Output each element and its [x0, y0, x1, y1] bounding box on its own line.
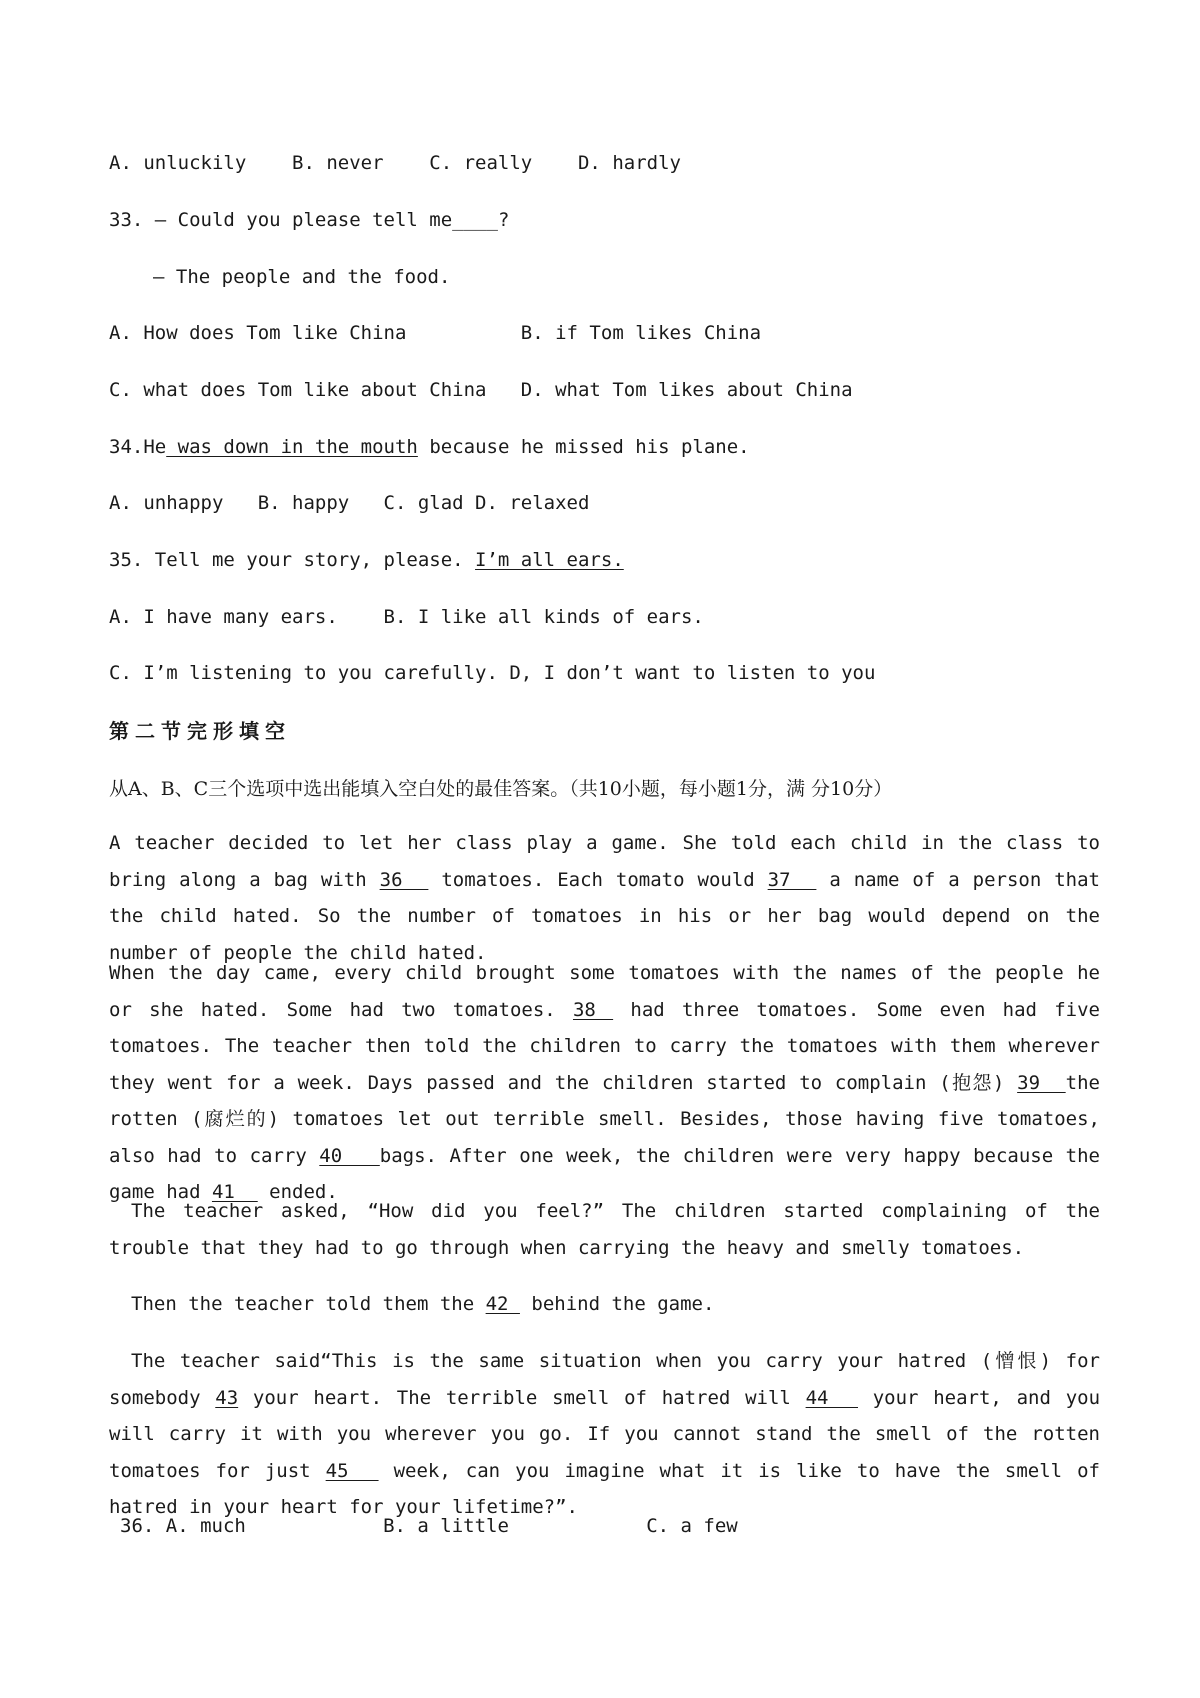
- passage-text: bags. After one week, the children were very happy because the game had: [109, 1144, 1100, 1203]
- passage-paragraph-4: [109, 1286, 1100, 1323]
- q36-options: 36. A. much B. a little C. a few: [120, 1515, 738, 1537]
- passage-text: A teacher decided to let her class play a game. She told each child in the class to bring along a bag with: [109, 832, 1100, 891]
- passage-text: the rotten (腐烂的) tomatoes let out terrible smell. Besides, those having five tomatoes, also had to carry: [109, 1071, 1100, 1167]
- q35-options-ab: A. I have many ears. B. I like all kinds of ears.: [109, 606, 704, 628]
- blank-40: 40: [319, 1144, 380, 1167]
- passage-text: week, can you imagine what it is like to have the smell of hatred in your heart for your lifetime?”.: [109, 1459, 1100, 1518]
- passage-text: ended.: [257, 1181, 338, 1203]
- passage-text: a name of a person that the child hated. So the number of tomatoes in his or her bag would depend on the number of people the child hated.: [109, 868, 1100, 964]
- q33-blank: ____: [452, 209, 498, 231]
- passage-paragraph-1: [109, 825, 1100, 971]
- passage-text: had three tomatoes. Some even had five tomatoes. The teacher then told the children to carry the tomatoes with them wherever they went for a week. Days passed and the children started to complain (抱怨): [109, 998, 1100, 1094]
- q34-stem: [109, 435, 750, 459]
- blank-44: 44: [805, 1386, 858, 1409]
- q35-prefix: 35. Tell me your story, please.: [109, 549, 476, 571]
- section-heading: 第二节完形填空: [109, 719, 291, 743]
- passage-text: tomatoes. Each tomato would: [428, 868, 768, 891]
- blank-37: 37: [767, 868, 817, 891]
- passage-text: Then the teacher told them the: [131, 1293, 486, 1315]
- q33-reply: — The people and the food.: [153, 266, 451, 288]
- passage-text: your heart. The terrible smell of hatred will: [238, 1386, 806, 1409]
- passage-text: The teacher said“This is the same situation when you carry your hatred (憎恨) for somebody: [109, 1350, 1100, 1409]
- q34-options: A. unhappy B. happy C. glad D. relaxed: [109, 492, 590, 514]
- q35-stem: [109, 548, 624, 572]
- passage-text: your heart, and you will carry it with you wherever you go. If you cannot stand the smell of the rotten tomatoes for just: [109, 1386, 1101, 1482]
- blank-43: 43: [215, 1386, 239, 1409]
- q33-stem-prefix: 33. — Could you please tell me: [109, 209, 453, 231]
- section-instructions: 从A、B、C三个选项中选出能填入空白处的最佳答案。（共10小题，每小题1分，满 分10分）: [109, 778, 893, 800]
- passage-paragraph-5: [109, 1343, 1100, 1526]
- blank-45: 45: [325, 1459, 379, 1482]
- q35-underlined-phrase: I’m all ears.: [475, 549, 624, 571]
- q33-stem-suffix: ?: [497, 209, 510, 231]
- q33-options-ab: A. How does Tom like China B. if Tom likes China: [109, 322, 762, 344]
- q35-options-cd: C. I’m listening to you carefully. D, I don’t want to listen to you: [109, 662, 876, 684]
- passage-paragraph-2: [109, 955, 1100, 1211]
- q34-underlined-phrase: was down in the mouth: [166, 436, 418, 458]
- q34-prefix: 34.He: [109, 436, 167, 458]
- q33-stem: [109, 208, 509, 232]
- q32-options: A. unluckily B. never C. really D. hardly: [109, 152, 681, 174]
- blank-38: 38: [572, 998, 614, 1021]
- passage-text: When the day came, every child brought some tomatoes with the names of the people he or she hated. Some had two tomatoes.: [109, 962, 1100, 1021]
- blank-42: 42: [485, 1293, 520, 1315]
- passage-text: behind the game.: [519, 1293, 715, 1315]
- blank-39: 39: [1017, 1071, 1066, 1094]
- passage-paragraph-3: The teacher asked, “How did you feel?” The children started complaining of the trouble that they had to go through when carrying the heavy and smelly tomatoes.: [109, 1200, 1100, 1259]
- blank-36: 36: [379, 868, 429, 891]
- blank-41: 41: [211, 1181, 258, 1203]
- q33-options-cd: C. what does Tom like about China D. what Tom likes about China: [109, 379, 853, 401]
- q34-suffix: because he missed his plane.: [417, 436, 750, 458]
